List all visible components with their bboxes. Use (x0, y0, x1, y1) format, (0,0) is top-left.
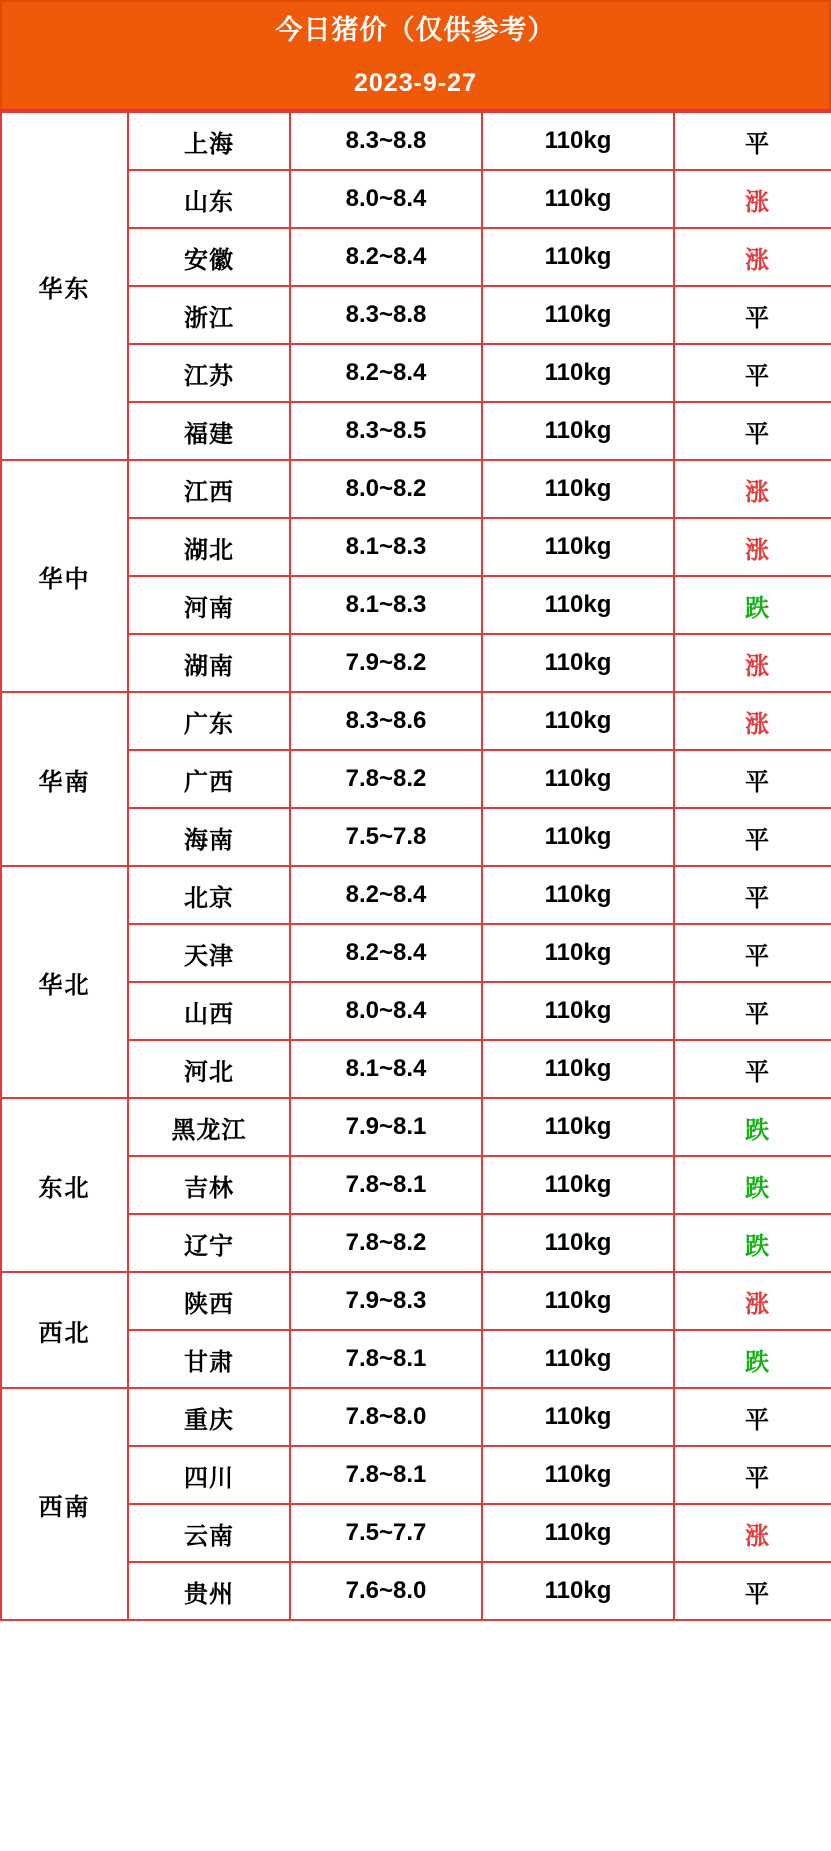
weight-cell: 110kg (482, 576, 674, 634)
price-cell: 8.3~8.8 (290, 286, 482, 344)
province-cell: 山西 (128, 982, 290, 1040)
price-cell: 7.8~8.1 (290, 1156, 482, 1214)
trend-cell: 涨 (674, 634, 831, 692)
trend-cell: 跌 (674, 1156, 831, 1214)
region-cell: 华北 (1, 866, 128, 1098)
trend-cell: 跌 (674, 1214, 831, 1272)
trend-cell: 平 (674, 924, 831, 982)
price-cell: 7.5~7.8 (290, 808, 482, 866)
table-row (1, 1388, 831, 1446)
weight-cell: 110kg (482, 634, 674, 692)
weight-cell: 110kg (482, 460, 674, 518)
trend-cell: 涨 (674, 1504, 831, 1562)
province-cell: 上海 (128, 112, 290, 170)
table-row (1, 692, 831, 750)
province-cell: 湖南 (128, 634, 290, 692)
price-cell: 7.8~8.0 (290, 1388, 482, 1446)
price-cell: 7.8~8.2 (290, 750, 482, 808)
trend-cell: 平 (674, 286, 831, 344)
trend-cell: 平 (674, 344, 831, 402)
trend-cell: 跌 (674, 1330, 831, 1388)
weight-cell: 110kg (482, 170, 674, 228)
report-date: 2023-9-27 (0, 56, 831, 111)
trend-cell: 平 (674, 1388, 831, 1446)
price-cell: 7.9~8.1 (290, 1098, 482, 1156)
weight-cell: 110kg (482, 866, 674, 924)
weight-cell: 110kg (482, 286, 674, 344)
weight-cell: 110kg (482, 1156, 674, 1214)
weight-cell: 110kg (482, 808, 674, 866)
weight-cell: 110kg (482, 1446, 674, 1504)
trend-cell: 平 (674, 1562, 831, 1620)
province-cell: 黑龙江 (128, 1098, 290, 1156)
province-cell: 山东 (128, 170, 290, 228)
province-cell: 云南 (128, 1504, 290, 1562)
weight-cell: 110kg (482, 112, 674, 170)
trend-cell: 平 (674, 866, 831, 924)
trend-cell: 平 (674, 1446, 831, 1504)
price-cell: 8.2~8.4 (290, 344, 482, 402)
province-cell: 江西 (128, 460, 290, 518)
province-cell: 吉林 (128, 1156, 290, 1214)
trend-cell: 平 (674, 402, 831, 460)
weight-cell: 110kg (482, 1562, 674, 1620)
weight-cell: 110kg (482, 1098, 674, 1156)
province-cell: 四川 (128, 1446, 290, 1504)
trend-cell: 平 (674, 808, 831, 866)
price-cell: 8.1~8.3 (290, 576, 482, 634)
province-cell: 浙江 (128, 286, 290, 344)
trend-cell: 涨 (674, 518, 831, 576)
weight-cell: 110kg (482, 1388, 674, 1446)
page-title: 今日猪价（仅供参考） (0, 0, 831, 56)
price-cell: 7.8~8.2 (290, 1214, 482, 1272)
table-row (1, 460, 831, 518)
weight-cell: 110kg (482, 1040, 674, 1098)
weight-cell: 110kg (482, 982, 674, 1040)
trend-cell: 平 (674, 1040, 831, 1098)
region-cell: 华南 (1, 692, 128, 866)
price-cell: 8.1~8.3 (290, 518, 482, 576)
price-cell: 8.2~8.4 (290, 866, 482, 924)
trend-cell: 涨 (674, 1272, 831, 1330)
weight-cell: 110kg (482, 402, 674, 460)
region-cell: 华中 (1, 460, 128, 692)
trend-cell: 平 (674, 112, 831, 170)
trend-cell: 平 (674, 982, 831, 1040)
trend-cell: 跌 (674, 576, 831, 634)
province-cell: 广西 (128, 750, 290, 808)
province-cell: 北京 (128, 866, 290, 924)
province-cell: 河南 (128, 576, 290, 634)
province-cell: 辽宁 (128, 1214, 290, 1272)
weight-cell: 110kg (482, 1214, 674, 1272)
province-cell: 福建 (128, 402, 290, 460)
province-cell: 江苏 (128, 344, 290, 402)
price-cell: 7.8~8.1 (290, 1330, 482, 1388)
table-row (1, 1098, 831, 1156)
weight-cell: 110kg (482, 518, 674, 576)
province-cell: 重庆 (128, 1388, 290, 1446)
trend-cell: 涨 (674, 460, 831, 518)
price-cell: 8.0~8.4 (290, 982, 482, 1040)
region-cell: 东北 (1, 1098, 128, 1272)
price-cell: 7.5~7.7 (290, 1504, 482, 1562)
weight-cell: 110kg (482, 1504, 674, 1562)
region-cell: 西南 (1, 1388, 128, 1620)
province-cell: 河北 (128, 1040, 290, 1098)
table-row (1, 866, 831, 924)
trend-cell: 涨 (674, 692, 831, 750)
table-row (1, 112, 831, 170)
price-cell: 8.1~8.4 (290, 1040, 482, 1098)
price-table-body (1, 112, 831, 1620)
price-cell: 7.9~8.3 (290, 1272, 482, 1330)
weight-cell: 110kg (482, 1272, 674, 1330)
weight-cell: 110kg (482, 924, 674, 982)
province-cell: 广东 (128, 692, 290, 750)
province-cell: 天津 (128, 924, 290, 982)
weight-cell: 110kg (482, 344, 674, 402)
province-cell: 陕西 (128, 1272, 290, 1330)
price-cell: 8.0~8.2 (290, 460, 482, 518)
price-cell: 8.2~8.4 (290, 924, 482, 982)
weight-cell: 110kg (482, 228, 674, 286)
price-cell: 7.9~8.2 (290, 634, 482, 692)
trend-cell: 涨 (674, 170, 831, 228)
price-cell: 8.2~8.4 (290, 228, 482, 286)
province-cell: 甘肃 (128, 1330, 290, 1388)
weight-cell: 110kg (482, 692, 674, 750)
table-row (1, 1272, 831, 1330)
province-cell: 贵州 (128, 1562, 290, 1620)
price-cell: 7.8~8.1 (290, 1446, 482, 1504)
price-cell: 7.6~8.0 (290, 1562, 482, 1620)
price-cell: 8.3~8.5 (290, 402, 482, 460)
weight-cell: 110kg (482, 1330, 674, 1388)
province-cell: 安徽 (128, 228, 290, 286)
trend-cell: 涨 (674, 228, 831, 286)
region-cell: 华东 (1, 112, 128, 460)
region-cell: 西北 (1, 1272, 128, 1388)
price-table (0, 111, 831, 1621)
weight-cell: 110kg (482, 750, 674, 808)
trend-cell: 平 (674, 750, 831, 808)
price-cell: 8.3~8.6 (290, 692, 482, 750)
trend-cell: 跌 (674, 1098, 831, 1156)
province-cell: 湖北 (128, 518, 290, 576)
price-cell: 8.0~8.4 (290, 170, 482, 228)
price-cell: 8.3~8.8 (290, 112, 482, 170)
province-cell: 海南 (128, 808, 290, 866)
